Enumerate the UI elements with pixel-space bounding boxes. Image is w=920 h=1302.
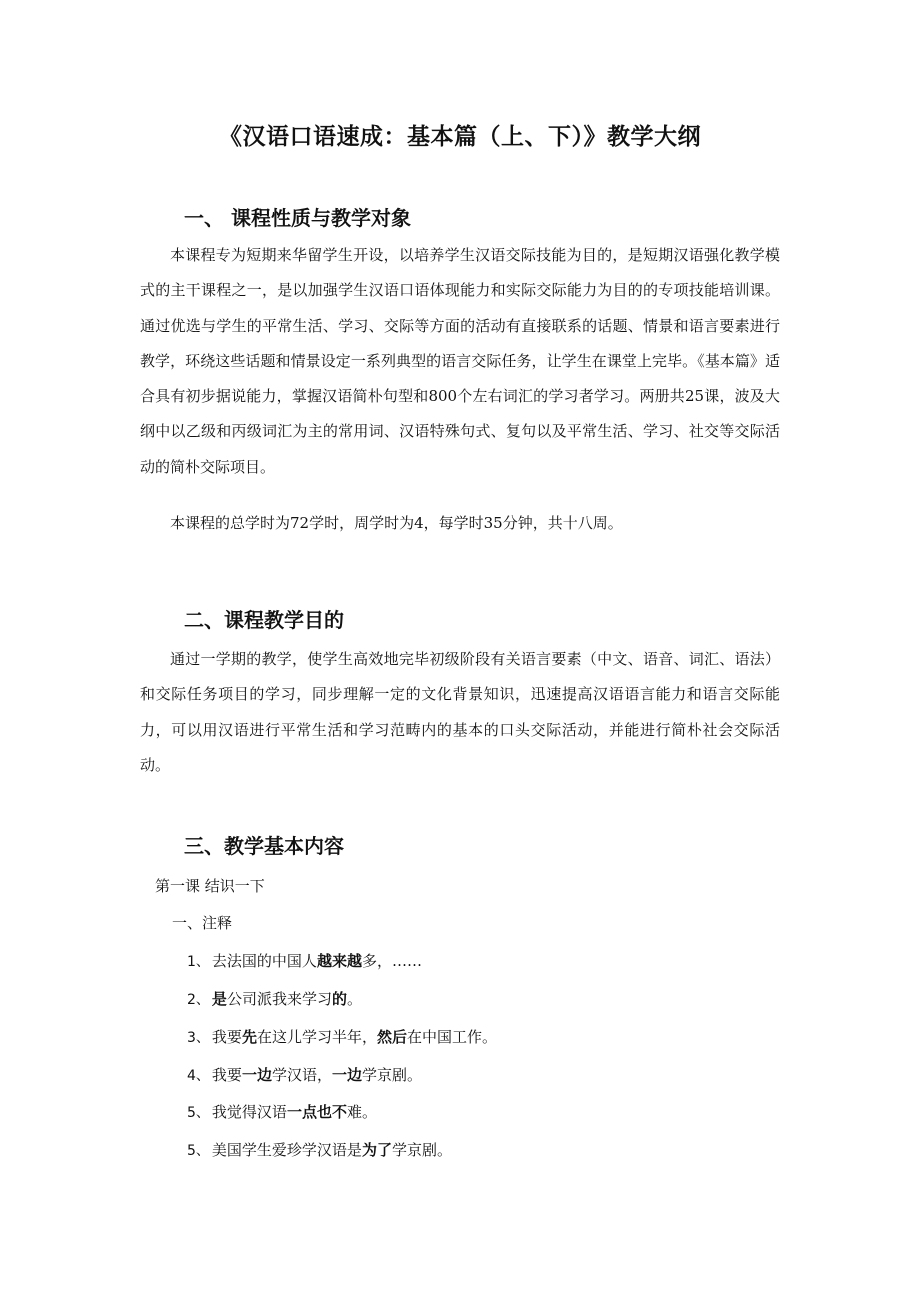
note-text: 难。 (346, 1103, 377, 1121)
note-text: 学京剧。 (391, 1141, 452, 1159)
note-item-2 (187, 989, 362, 1010)
lesson-subheading: 一、注释 (172, 914, 233, 932)
note-keyword: 的 (331, 990, 347, 1008)
document-title: 《汉语口语速成：基本篇（上、下）》教学大纲 (219, 124, 701, 150)
note-number: 3、 (187, 1030, 210, 1046)
note-text: 多，…… (361, 952, 422, 970)
note-number: 5、 (187, 1143, 210, 1159)
section-3-heading: 三、教学基本内容 (184, 834, 344, 858)
note-number: 1、 (187, 954, 210, 970)
section-2-heading: 二、课程教学目的 (184, 608, 344, 632)
note-text: 去法国的中国人 (211, 952, 317, 970)
section-1-heading: 一、 课程性质与教学对象 (184, 206, 411, 230)
note-keyword: 一边 (241, 1066, 272, 1084)
note-text: 学京剧。 (361, 1066, 422, 1084)
note-item-4 (187, 1065, 422, 1086)
note-text: 美国学生爱珍学汉语是 (211, 1141, 362, 1159)
note-keyword: 一点也不 (286, 1103, 347, 1121)
section-2-paragraph-1: 通过一学期的教学，使学生高效地完毕初级阶段有关语言要素（中文、语音、词汇、语法）和交际任务项目的学习，同步理解一定的文化背景知识，迅速提高汉语语言能力和语言交际能力，可以用汉语进行平常生活和学习范畴内的基本的口头交际活动，并能进行简朴社会交际活动。 (140, 650, 780, 774)
note-item-3 (187, 1027, 497, 1048)
note-text: 我觉得汉语 (211, 1103, 287, 1121)
note-text: 公司派我来学习 (226, 990, 332, 1008)
note-keyword: 是 (211, 990, 227, 1008)
lesson-title: 第一课 结识一下 (155, 877, 265, 895)
note-keyword: 然后 (376, 1028, 407, 1046)
note-text: 我要 (211, 1066, 242, 1084)
section-1-paragraph-2: 本课程的总学时为72学时，周学时为4，每学时35分钟，共十八周。 (170, 514, 623, 532)
note-keyword: 一边 (331, 1066, 362, 1084)
section-1-paragraph-1: 本课程专为短期来华留学生开设，以培养学生汉语交际技能为目的，是短期汉语强化教学模式的主干课程之一，是以加强学生汉语口语体现能力和实际交际能力为目的的专项技能培训课。通过优选与学生的平常生活、学习、交际等方面的活动有直接联系的话题、情景和语言要素进行教学，环绕这些话题和情景设定一系列典型的语言交际任务，让学生在课堂上完毕。《基本篇》适合具有初步据说能力，掌握汉语简朴句型和800个左右词汇的学习者学习。两册共25课，波及大纲中以乙级和丙级词汇为主的常用词、汉语特殊句式、复句以及平常生活、学习、社交等交际活动的简朴交际项目。 (140, 246, 780, 476)
note-number: 4、 (187, 1068, 210, 1084)
note-text: 我要 (211, 1028, 242, 1046)
note-text: 在中国工作。 (406, 1028, 497, 1046)
note-text: 学汉语， (271, 1066, 332, 1084)
note-item-5 (187, 1102, 377, 1123)
note-keyword: 越来越 (316, 952, 362, 970)
note-item-6 (187, 1140, 452, 1161)
note-number: 2、 (187, 992, 210, 1008)
note-text: 。 (346, 990, 362, 1008)
note-text: 在这儿学习半年， (256, 1028, 377, 1046)
note-item-1 (187, 951, 422, 972)
note-number: 5、 (187, 1105, 210, 1121)
note-keyword: 先 (241, 1028, 257, 1046)
note-keyword: 为了 (361, 1141, 392, 1159)
